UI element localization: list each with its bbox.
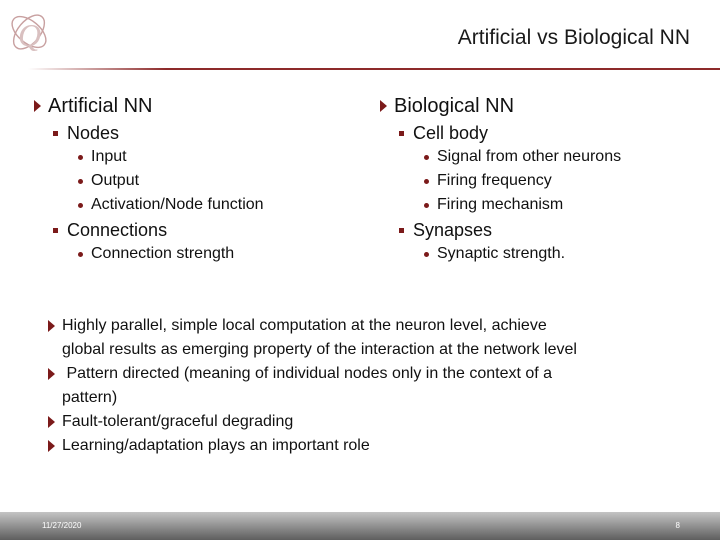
summary-bullet-text — [62, 434, 370, 458]
dot-bullet-icon — [78, 252, 83, 257]
summary-bullets — [48, 314, 668, 458]
heading-text: Artificial NN — [48, 94, 153, 117]
bullet-line: global results as emerging property of the interaction at the network level — [62, 341, 577, 358]
arrow-bullet-icon — [48, 320, 55, 332]
list-item-text: Signal from other neurons — [437, 148, 622, 165]
group-cell-body — [399, 121, 710, 145]
dot-bullet-icon — [78, 203, 83, 208]
list-item — [424, 169, 710, 193]
group-label: Nodes — [67, 122, 120, 143]
group-synapses — [399, 218, 710, 242]
biological-nn-column — [380, 92, 710, 266]
artificial-nn-column — [34, 92, 354, 266]
list-item — [424, 193, 710, 217]
group-label: Connections — [67, 219, 168, 240]
group-connections — [53, 218, 354, 242]
group-label: Synapses — [413, 219, 493, 240]
summary-bullet — [48, 410, 668, 434]
list-item-text: Connection strength — [91, 245, 235, 262]
list-item-text: Synaptic strength. — [437, 245, 566, 262]
footer-bar — [0, 512, 720, 540]
dot-bullet-icon — [424, 155, 429, 160]
arrow-bullet-icon — [34, 100, 41, 112]
list-item — [78, 169, 354, 193]
bullet-line: Pattern directed (meaning of individual nodes only in the context of a — [62, 365, 553, 382]
heading-text: Biological NN — [394, 94, 515, 117]
summary-bullet — [48, 434, 668, 458]
group-label: Cell body — [413, 122, 489, 143]
q-swirl-logo-icon — [4, 4, 54, 64]
slide-title: Artificial vs Biological NN — [457, 26, 690, 49]
square-bullet-icon — [399, 228, 404, 233]
bullet-line: Fault-tolerant/graceful degrading — [62, 413, 294, 430]
dot-bullet-icon — [78, 155, 83, 160]
summary-bullet — [48, 314, 668, 362]
list-item-text: Activation/Node function — [91, 196, 264, 213]
summary-bullet-text — [62, 362, 552, 410]
artificial-nn-heading — [34, 92, 354, 120]
summary-bullet-text — [62, 410, 293, 434]
list-item-text: Firing frequency — [437, 172, 552, 189]
list-item — [78, 145, 354, 169]
summary-bullet-text — [62, 314, 577, 362]
list-item-text: Firing mechanism — [437, 196, 564, 213]
dot-bullet-icon — [424, 252, 429, 257]
bullet-line: Learning/adaptation plays an important role — [62, 437, 370, 454]
bullet-line: pattern) — [62, 389, 118, 406]
title-divider — [28, 68, 720, 70]
arrow-bullet-icon — [48, 368, 55, 380]
list-item — [424, 242, 710, 266]
group-nodes — [53, 121, 354, 145]
slide-number: 8 — [675, 521, 680, 530]
arrow-bullet-icon — [380, 100, 387, 112]
footer-date: 11/27/2020 — [42, 521, 82, 530]
square-bullet-icon — [53, 131, 58, 136]
bullet-line: Highly parallel, simple local computation at the neuron level, achieve — [62, 317, 547, 334]
dot-bullet-icon — [78, 179, 83, 184]
summary-bullet — [48, 362, 668, 410]
dot-bullet-icon — [424, 179, 429, 184]
square-bullet-icon — [399, 131, 404, 136]
list-item — [424, 145, 710, 169]
arrow-bullet-icon — [48, 416, 55, 428]
square-bullet-icon — [53, 228, 58, 233]
list-item-text: Input — [91, 148, 127, 165]
list-item-text: Output — [91, 172, 140, 189]
svg-text:Q: Q — [18, 17, 42, 53]
list-item — [78, 193, 354, 217]
dot-bullet-icon — [424, 203, 429, 208]
biological-nn-heading — [380, 92, 710, 120]
arrow-bullet-icon — [48, 440, 55, 452]
list-item — [78, 242, 354, 266]
